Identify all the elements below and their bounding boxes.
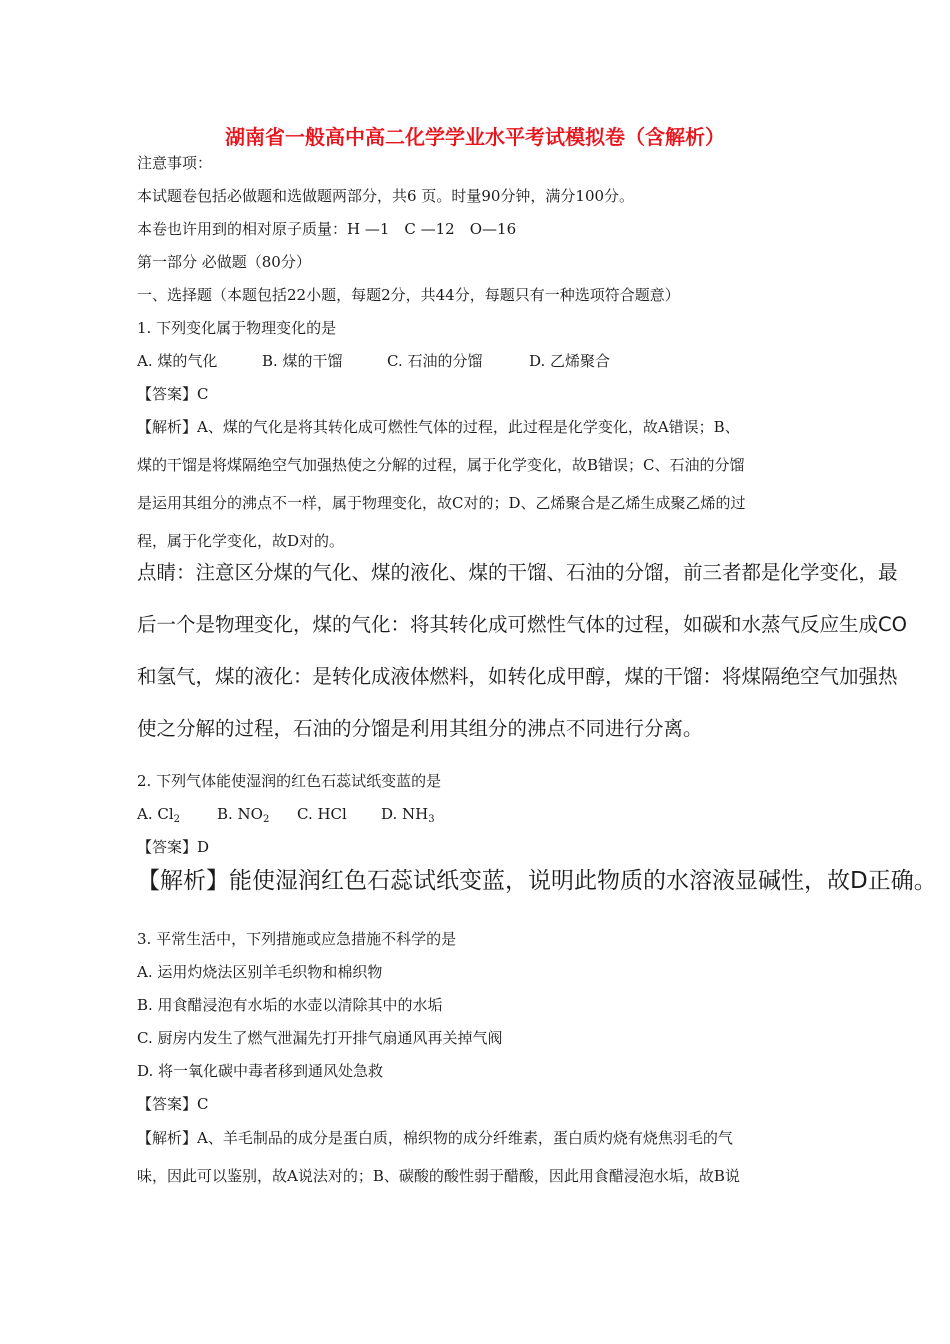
- option-b: B. $NO_2$: [217, 805, 270, 825]
- question-2-answer: 【答案】D: [137, 838, 210, 856]
- part-heading: 第一部分 必做题（80分）: [137, 253, 311, 271]
- question-1-analysis: 煤的干馏是将煤隔绝空气加强热使之分解的过程，属于化学变化，故B错误；C、石油的分馏: [137, 456, 745, 474]
- option-a: A. 煤的气化: [137, 352, 218, 370]
- question-3-option-a: A. 运用灼烧法区别羊毛织物和棉织物: [137, 963, 383, 981]
- question-3-option-c: C. 厨房内发生了燃气泄漏先打开排气扇通风再关掉气阀: [137, 1029, 503, 1047]
- notes-line: 本卷也许用到的相对原子质量：H —1 C —12 O—16: [137, 220, 517, 238]
- question-3-stem: 3. 平常生活中，下列措施或应急措施不科学的是: [137, 930, 457, 948]
- question-1-analysis: 【解析】A、煤的气化是将其转化成可燃性气体的过程，此过程是化学变化，故A错误；B、: [137, 418, 740, 436]
- notes-line: 本试题卷包括必做题和选做题两部分，共6 页。时量90分钟，满分100分。: [137, 187, 635, 205]
- document-title: 湖南省一般高中高二化学学业水平考试模拟卷（含解析）: [225, 125, 725, 149]
- option-c: C. 石油的分馏: [387, 352, 483, 370]
- question-3-option-b: B. 用食醋浸泡有水垢的水壶以清除其中的水垢: [137, 996, 443, 1014]
- question-1-tip: 使之分解的过程，石油的分馏是利用其组分的沸点不同进行分离。: [137, 717, 703, 740]
- option-a: A. $Cl_2$: [137, 805, 181, 825]
- section-heading: 一、选择题（本题包括22小题，每题2分，共44分，每题只有一种选项符合题意）: [137, 286, 680, 304]
- question-1-options: [137, 351, 610, 371]
- question-1-tip: 点睛：注意区分煤的气化、煤的液化、煤的干馏、石油的分馏，前三者都是化学变化，最: [137, 561, 898, 584]
- notes-heading: 注意事项：: [137, 154, 213, 172]
- option-b: B. 煤的干馏: [262, 352, 343, 370]
- question-3-answer: 【答案】C: [137, 1095, 209, 1113]
- question-1-stem: 1. 下列变化属于物理变化的是: [137, 319, 337, 337]
- question-3-option-d: D. 将一氧化碳中毒者移到通风处急救: [137, 1062, 384, 1080]
- question-1-tip: 和氢气，煤的液化：是转化成液体燃料，如转化成甲醇，煤的干馏：将煤隔绝空气加强热: [137, 665, 898, 688]
- question-1-tip: 后一个是物理变化，煤的气化：将其转化成可燃性气体的过程，如碳和水蒸气反应生成CO: [137, 613, 907, 636]
- question-3-analysis: 味，因此可以鉴别，故A说法对的；B、碳酸的酸性弱于醋酸，因此用食醋浸泡水垢，故B说: [137, 1167, 740, 1185]
- question-1-answer: 【答案】C: [137, 385, 209, 403]
- question-1-analysis: 是运用其组分的沸点不一样，属于物理变化，故C对的；D、乙烯聚合是乙烯生成聚乙烯的过: [137, 494, 746, 512]
- question-2-analysis: 【解析】能使湿润红色石蕊试纸变蓝，说明此物质的水溶液显碱性，故D正确。: [137, 868, 937, 894]
- question-2-stem: 2. 下列气体能使湿润的红色石蕊试纸变蓝的是: [137, 772, 442, 790]
- question-3-analysis: 【解析】A、羊毛制品的成分是蛋白质，棉织物的成分纤维素，蛋白质灼烧有烧焦羽毛的气: [137, 1129, 733, 1147]
- option-d: D. 乙烯聚合: [529, 352, 611, 370]
- question-1-analysis: 程，属于化学变化，故D对的。: [137, 532, 345, 550]
- option-c: C. HCl: [297, 805, 347, 823]
- option-d: D. $NH_3$: [381, 805, 435, 825]
- question-2-options: [137, 804, 435, 830]
